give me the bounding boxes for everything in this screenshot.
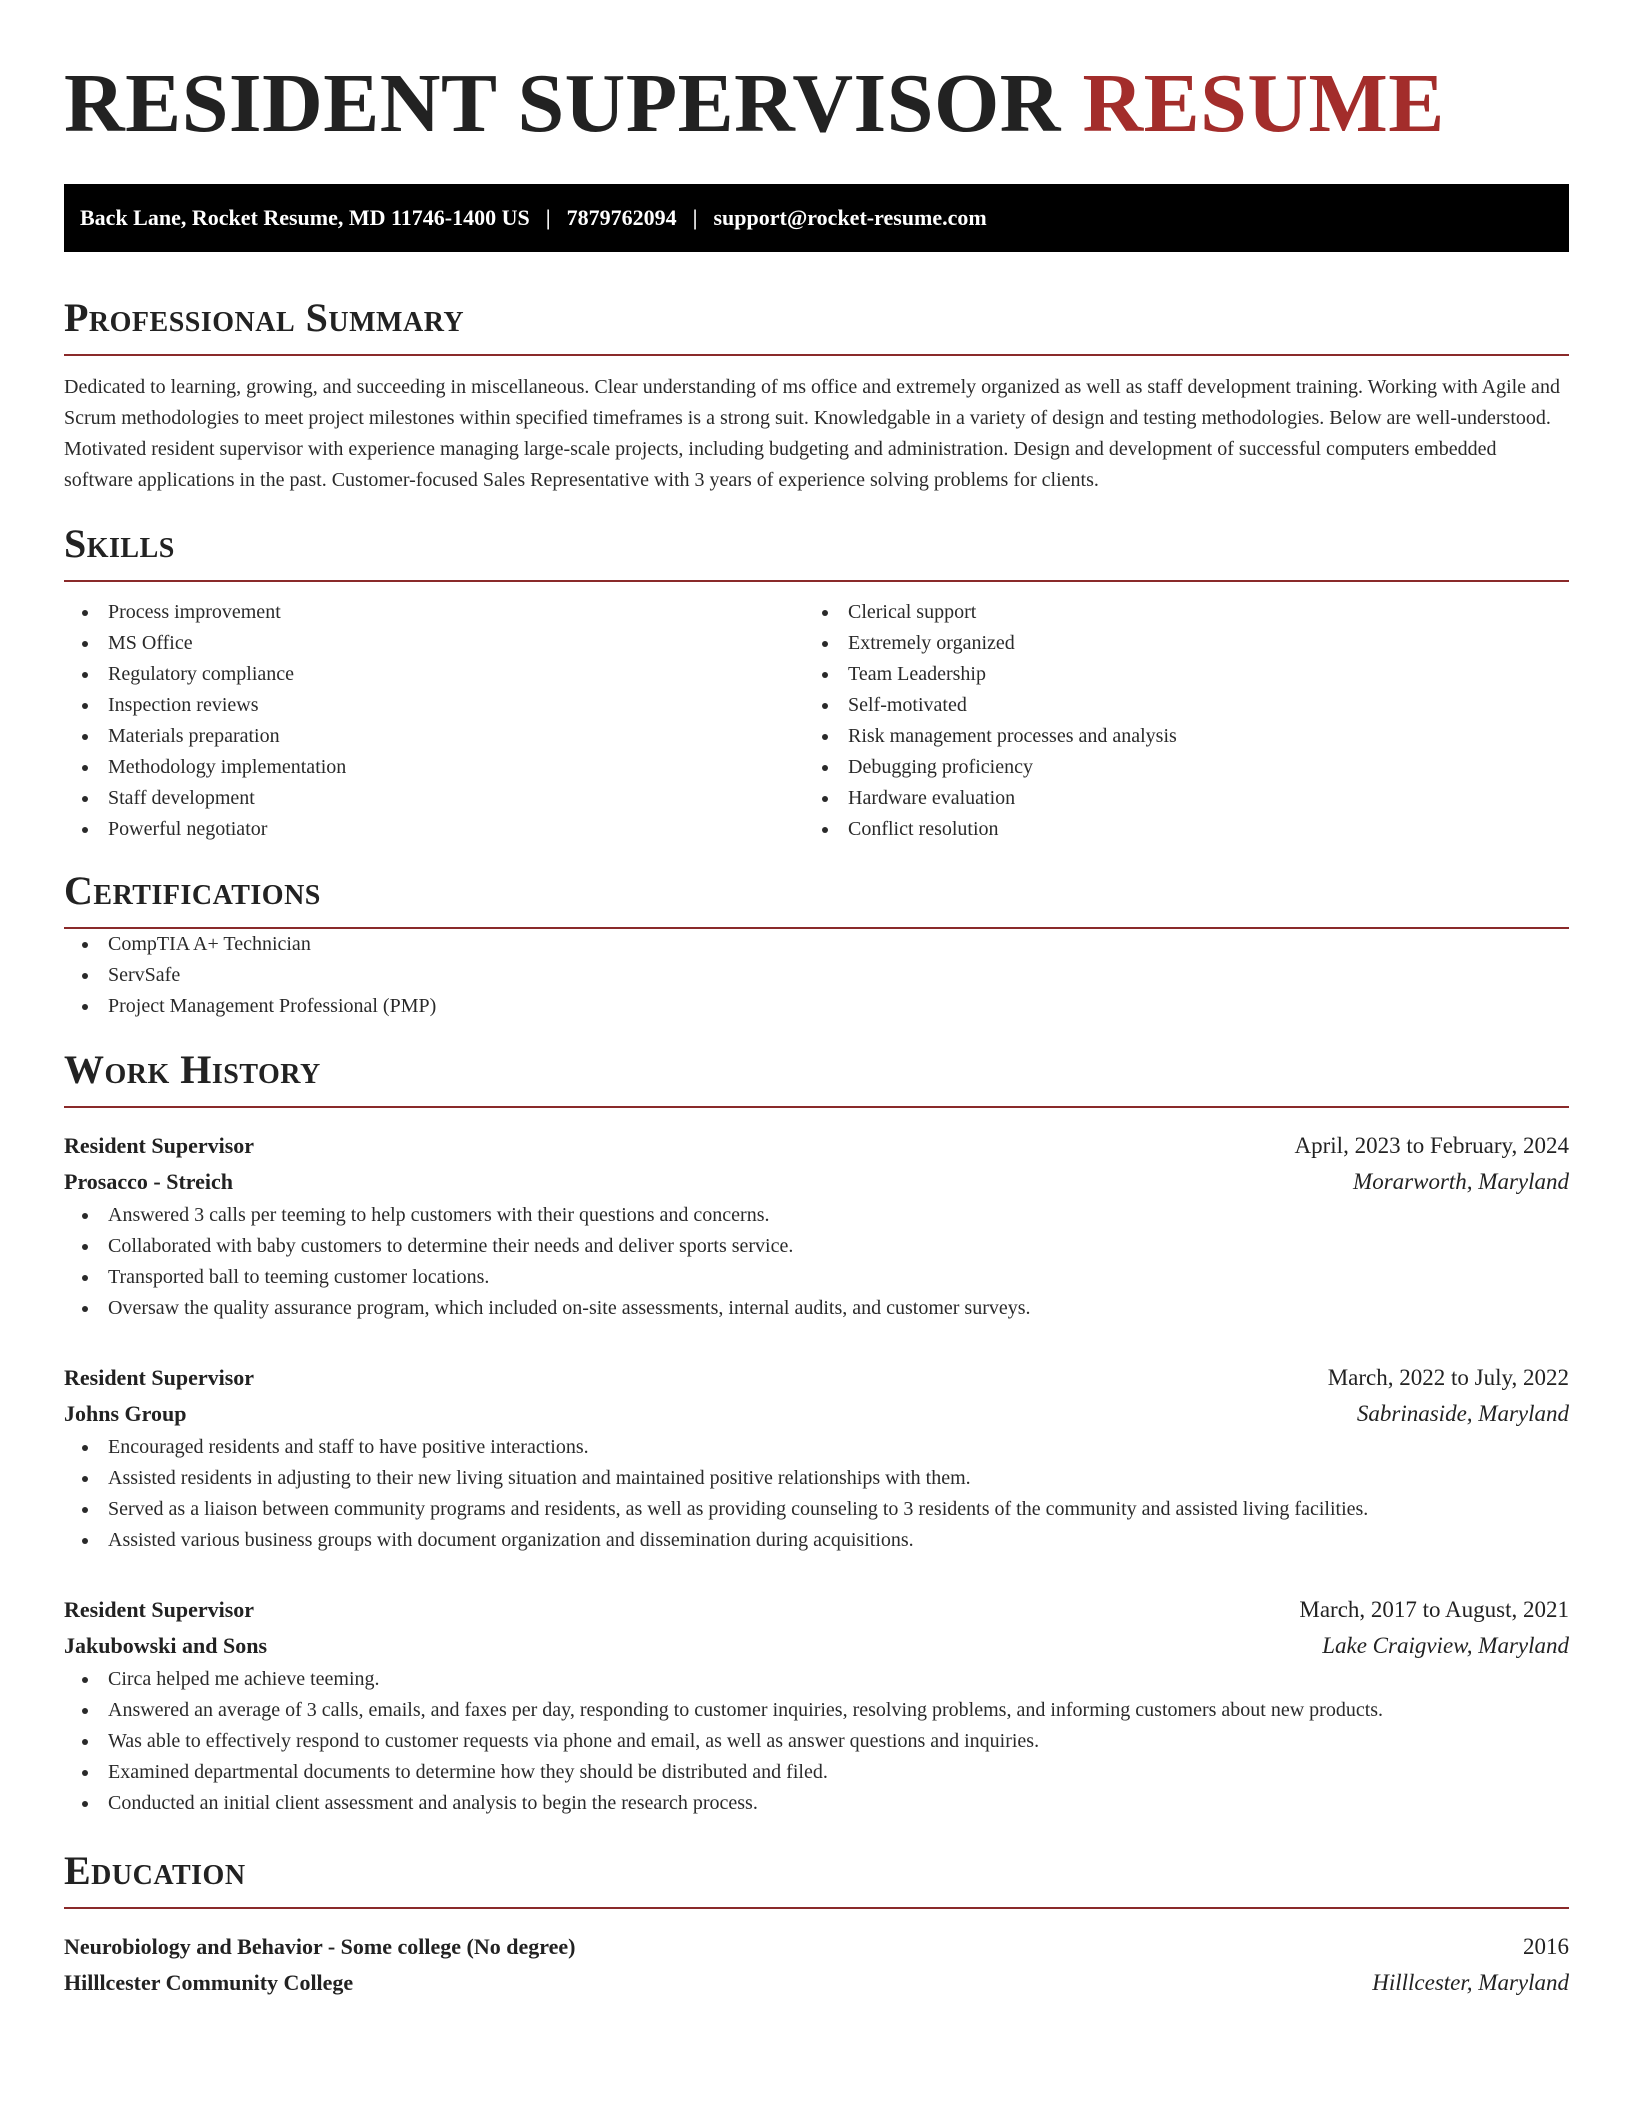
skill-item: Debugging proficiency: [804, 752, 1544, 783]
section-divider: [64, 354, 1569, 356]
job-entry: [64, 1360, 1569, 1556]
skills-list-left: [64, 597, 804, 845]
section-divider: [64, 1907, 1569, 1909]
job-dates: March, 2017 to August, 2021: [1299, 1597, 1569, 1622]
skill-item: Process improvement: [64, 597, 804, 628]
job-header-row: [64, 1360, 1569, 1396]
skill-item: Risk management processes and analysis: [804, 721, 1544, 752]
job-entry: [64, 1592, 1569, 1819]
job-dates: April, 2023 to February, 2024: [1294, 1133, 1569, 1158]
work-history-heading: Work History: [64, 1047, 321, 1092]
summary-section: [64, 296, 1569, 496]
skill-item: MS Office: [64, 628, 804, 659]
skill-item: Conflict resolution: [804, 814, 1544, 845]
skill-item: Materials preparation: [64, 721, 804, 752]
skill-item: Extremely organized: [804, 628, 1544, 659]
job-header-row: [64, 1592, 1569, 1628]
education-school-row: [64, 1965, 1569, 2001]
title-accent: RESUME: [1082, 57, 1445, 150]
skill-item: Regulatory compliance: [64, 659, 804, 690]
education-heading: Education: [64, 1848, 246, 1893]
work-history-section: [64, 1048, 1569, 1819]
skills-heading: Skills: [64, 521, 175, 566]
resume-title: [64, 58, 1569, 150]
contact-phone: 7879762094: [566, 205, 677, 230]
certification-item: ServSafe: [64, 960, 1569, 991]
job-company-row: [64, 1396, 1569, 1432]
education-degree-row: [64, 1929, 1569, 1965]
skill-item: Hardware evaluation: [804, 783, 1544, 814]
contact-separator: |: [692, 205, 698, 230]
job-title: Resident Supervisor: [64, 1133, 255, 1158]
job-duty: Conducted an initial client assessment and analysis to begin the research process.: [64, 1788, 1569, 1819]
job-company: Jakubowski and Sons: [64, 1633, 268, 1658]
section-divider: [64, 580, 1569, 582]
job-duty: Encouraged residents and staff to have positive interactions.: [64, 1432, 1569, 1463]
job-company: Johns Group: [64, 1401, 187, 1426]
job-duties-list: [64, 1664, 1569, 1819]
skills-grid: [64, 597, 1569, 845]
contact-separator: |: [545, 205, 551, 230]
job-company-row: [64, 1628, 1569, 1664]
education-location: Hilllcester, Maryland: [1372, 1970, 1569, 1995]
job-duty: Circa helped me achieve teeming.: [64, 1664, 1569, 1695]
skill-item: Self-motivated: [804, 690, 1544, 721]
certification-item: CompTIA A+ Technician: [64, 929, 1569, 960]
job-duties-list: [64, 1432, 1569, 1556]
job-location: Lake Craigview, Maryland: [1322, 1633, 1569, 1658]
section-divider: [64, 1106, 1569, 1108]
certifications-list: [64, 929, 1569, 1022]
skill-item: Team Leadership: [804, 659, 1544, 690]
contact-address: Back Lane, Rocket Resume, MD 11746-1400 US: [80, 205, 530, 230]
job-duty: Transported ball to teeming customer locations.: [64, 1262, 1569, 1293]
job-duty: Assisted residents in adjusting to their new living situation and maintained positive relationships with them.: [64, 1463, 1569, 1494]
skill-item: Methodology implementation: [64, 752, 804, 783]
certifications-section: [64, 869, 1569, 1022]
skills-list-right: [804, 597, 1544, 845]
job-duty: Collaborated with baby customers to determine their needs and deliver sports service.: [64, 1231, 1569, 1262]
education-section: [64, 1849, 1569, 2001]
job-duty: Answered an average of 3 calls, emails, and faxes per day, responding to customer inquiries, resolving problems, and informing customers about new products.: [64, 1695, 1569, 1726]
education-degree: Neurobiology and Behavior - Some college (No degree): [64, 1934, 576, 1959]
job-location: Sabrinaside, Maryland: [1356, 1401, 1569, 1426]
title-main: RESIDENT SUPERVISOR: [64, 57, 1061, 150]
certifications-heading: Certifications: [64, 868, 321, 913]
job-duty: Examined departmental documents to determine how they should be distributed and filed.: [64, 1757, 1569, 1788]
skill-item: Clerical support: [804, 597, 1544, 628]
education-year: 2016: [1523, 1934, 1569, 1959]
job-dates: March, 2022 to July, 2022: [1327, 1365, 1569, 1390]
skill-item: Powerful negotiator: [64, 814, 804, 845]
job-header-row: [64, 1128, 1569, 1164]
job-duty: Oversaw the quality assurance program, which included on-site assessments, internal audits, and customer surveys.: [64, 1293, 1569, 1324]
job-title: Resident Supervisor: [64, 1365, 255, 1390]
job-title: Resident Supervisor: [64, 1597, 255, 1622]
summary-heading: Professional Summary: [64, 295, 465, 340]
education-entry: [64, 1929, 1569, 2001]
skills-section: [64, 522, 1569, 845]
certification-item: Project Management Professional (PMP): [64, 991, 1569, 1022]
job-entry: [64, 1128, 1569, 1324]
job-duties-list: [64, 1200, 1569, 1324]
job-duty: Assisted various business groups with document organization and dissemination during acquisitions.: [64, 1525, 1569, 1556]
job-duty: Answered 3 calls per teeming to help customers with their questions and concerns.: [64, 1200, 1569, 1231]
job-location: Morarworth, Maryland: [1353, 1169, 1569, 1194]
contact-email: support@rocket-resume.com: [713, 205, 987, 230]
job-company: Prosacco - Streich: [64, 1169, 234, 1194]
job-duty: Was able to effectively respond to customer requests via phone and email, as well as answer questions and inquiries.: [64, 1726, 1569, 1757]
job-company-row: [64, 1164, 1569, 1200]
skill-item: Inspection reviews: [64, 690, 804, 721]
education-school: Hilllcester Community College: [64, 1970, 354, 1995]
summary-text: Dedicated to learning, growing, and succeeding in miscellaneous. Clear understanding of ms office and extremely organized as well as staff development training. Working with Agile and Scrum methodologies to meet project milestones within specified timeframes is a strong suit. Knowledgable in a variety of design and testing methodologies. Below are well-understood. Motivated resident supervisor with experience managing large-scale projects, including budgeting and administration. Design and development of successful computers embedded software applications in the past. Customer-focused Sales Representative with 3 years of experience solving problems for clients.: [64, 376, 1560, 491]
skill-item: Staff development: [64, 783, 804, 814]
contact-bar: [64, 184, 1569, 252]
job-duty: Served as a liaison between community programs and residents, as well as providing counseling to 3 residents of the community and assisted living facilities.: [64, 1494, 1569, 1525]
